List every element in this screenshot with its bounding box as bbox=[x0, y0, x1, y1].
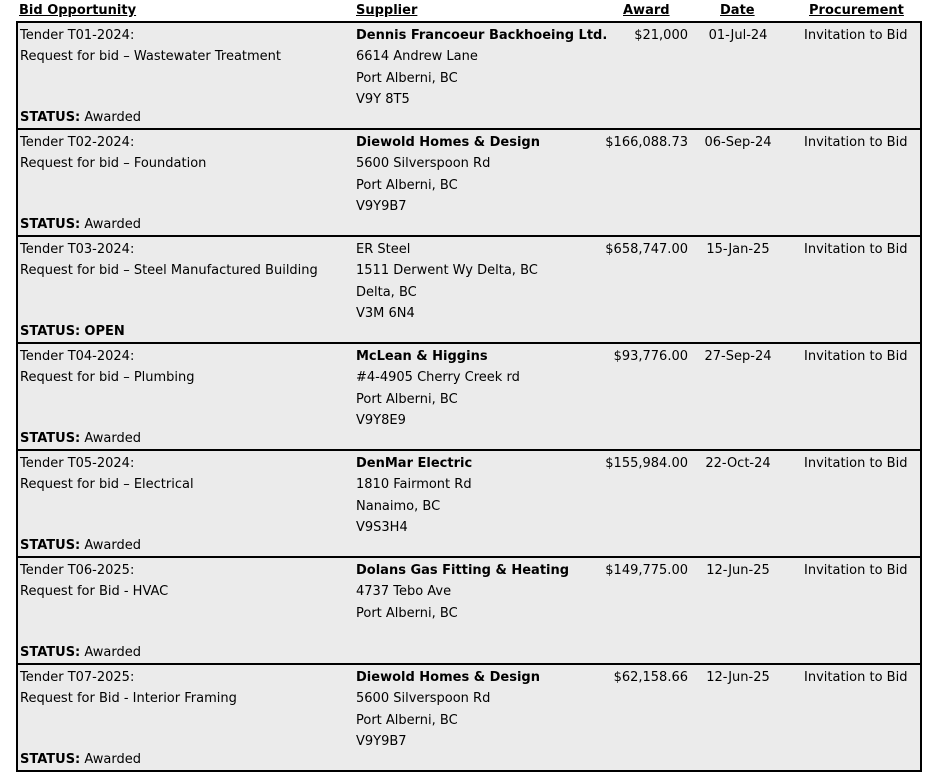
bid-cell bbox=[20, 453, 350, 496]
status-line bbox=[20, 751, 141, 769]
supplier-address-line: V9Y9B7 bbox=[356, 734, 407, 750]
supplier-name: McLean & Higgins bbox=[356, 349, 488, 364]
supplier-address-line: 5600 Silverspoon Rd bbox=[356, 156, 491, 172]
procurement-type: Invitation to Bid bbox=[804, 28, 908, 43]
supplier-cell bbox=[356, 239, 606, 325]
supplier-name: Diewold Homes & Design bbox=[356, 135, 540, 150]
procurement-cell bbox=[804, 132, 914, 153]
tender-number: Tender T03-2024: bbox=[20, 242, 135, 257]
date-cell bbox=[698, 132, 778, 153]
status-label: STATUS: bbox=[20, 431, 81, 446]
tender-description: Request for bid – Steel Manufactured Building bbox=[20, 263, 318, 279]
status-value: Awarded bbox=[84, 217, 141, 232]
award-date: 27-Sep-24 bbox=[704, 349, 772, 364]
award-amount: $62,158.66 bbox=[613, 670, 688, 685]
status-line bbox=[20, 109, 141, 127]
supplier-name: ER Steel bbox=[356, 242, 411, 257]
award-cell bbox=[598, 25, 688, 46]
procurement-cell bbox=[804, 560, 914, 581]
date-cell bbox=[698, 667, 778, 688]
status-label: STATUS: bbox=[20, 324, 81, 339]
date-cell bbox=[698, 239, 778, 260]
supplier-address-line: 4737 Tebo Ave bbox=[356, 584, 452, 600]
supplier-address-line: Delta, BC bbox=[356, 284, 417, 300]
tender-number: Tender T05-2024: bbox=[20, 456, 135, 471]
status-label: STATUS: bbox=[20, 538, 81, 553]
status-line bbox=[20, 644, 141, 662]
status-value: OPEN bbox=[84, 324, 125, 339]
award-amount: $93,776.00 bbox=[613, 349, 688, 364]
header-supplier: Supplier bbox=[356, 3, 418, 18]
date-cell bbox=[698, 346, 778, 367]
supplier-cell bbox=[356, 560, 606, 624]
tender-description: Request for bid – Wastewater Treatment bbox=[20, 49, 282, 65]
award-date: 06-Sep-24 bbox=[704, 135, 772, 150]
supplier-cell bbox=[356, 453, 606, 539]
supplier-name: Dennis Francoeur Backhoeing Ltd. bbox=[356, 28, 608, 43]
bid-table bbox=[16, 0, 922, 772]
tender-number: Tender T04-2024: bbox=[20, 349, 135, 364]
supplier-name: DenMar Electric bbox=[356, 456, 473, 471]
status-line bbox=[20, 430, 141, 448]
supplier-address-line: V3M 6N4 bbox=[356, 306, 415, 322]
tender-description: Request for bid – Plumbing bbox=[20, 370, 195, 386]
table-header bbox=[16, 0, 922, 21]
procurement-type: Invitation to Bid bbox=[804, 349, 908, 364]
supplier-address-line: 6614 Andrew Lane bbox=[356, 49, 478, 65]
status-value: Awarded bbox=[84, 752, 141, 767]
status-label: STATUS: bbox=[20, 752, 81, 767]
bid-cell bbox=[20, 132, 350, 175]
header-date: Date bbox=[720, 3, 755, 18]
supplier-cell bbox=[356, 132, 606, 218]
header-bid-opportunity: Bid Opportunity bbox=[19, 3, 137, 18]
supplier-cell bbox=[356, 346, 606, 432]
supplier-address-line: Port Alberni, BC bbox=[356, 391, 458, 407]
table-row bbox=[16, 342, 922, 449]
award-cell bbox=[598, 667, 688, 688]
award-cell bbox=[598, 346, 688, 367]
procurement-type: Invitation to Bid bbox=[804, 563, 908, 578]
bid-cell bbox=[20, 346, 350, 389]
procurement-type: Invitation to Bid bbox=[804, 242, 908, 257]
supplier-address-line: Nanaimo, BC bbox=[356, 498, 441, 514]
status-line bbox=[20, 323, 125, 341]
tender-description: Request for Bid - Interior Framing bbox=[20, 691, 237, 707]
award-date: 22-Oct-24 bbox=[705, 456, 771, 471]
date-cell bbox=[698, 560, 778, 581]
status-line bbox=[20, 216, 141, 234]
bid-cell bbox=[20, 25, 350, 68]
award-amount: $658,747.00 bbox=[605, 242, 688, 257]
procurement-cell bbox=[804, 346, 914, 367]
header-procurement: Procurement bbox=[809, 3, 904, 18]
award-amount: $21,000 bbox=[634, 28, 688, 43]
tender-number: Tender T06-2025: bbox=[20, 563, 135, 578]
table-row bbox=[16, 235, 922, 342]
status-value: Awarded bbox=[84, 431, 141, 446]
award-cell bbox=[598, 453, 688, 474]
award-cell bbox=[598, 239, 688, 260]
table-row bbox=[16, 449, 922, 556]
supplier-name: Dolans Gas Fitting & Heating bbox=[356, 563, 570, 578]
supplier-name: Diewold Homes & Design bbox=[356, 670, 540, 685]
tender-number: Tender T07-2025: bbox=[20, 670, 135, 685]
tender-number: Tender T01-2024: bbox=[20, 28, 135, 43]
supplier-address-line: V9Y 8T5 bbox=[356, 92, 410, 108]
supplier-address-line: Port Alberni, BC bbox=[356, 70, 458, 86]
supplier-address-line: V9Y8E9 bbox=[356, 413, 406, 429]
procurement-type: Invitation to Bid bbox=[804, 135, 908, 150]
supplier-cell bbox=[356, 667, 606, 753]
status-value: Awarded bbox=[84, 110, 141, 125]
procurement-cell bbox=[804, 667, 914, 688]
bid-cell bbox=[20, 667, 350, 710]
supplier-address-line: Port Alberni, BC bbox=[356, 605, 458, 621]
tender-description: Request for bid – Foundation bbox=[20, 156, 207, 172]
award-amount: $166,088.73 bbox=[605, 135, 688, 150]
status-label: STATUS: bbox=[20, 645, 81, 660]
procurement-cell bbox=[804, 239, 914, 260]
award-date: 15-Jan-25 bbox=[706, 242, 770, 257]
date-cell bbox=[698, 453, 778, 474]
table-row bbox=[16, 21, 922, 128]
supplier-address-line: Port Alberni, BC bbox=[356, 177, 458, 193]
supplier-address-line: 1511 Derwent Wy Delta, BC bbox=[356, 263, 538, 279]
award-amount: $149,775.00 bbox=[605, 563, 688, 578]
status-label: STATUS: bbox=[20, 217, 81, 232]
supplier-address-line: Port Alberni, BC bbox=[356, 712, 458, 728]
bid-cell bbox=[20, 560, 350, 603]
award-date: 12-Jun-25 bbox=[706, 670, 770, 685]
award-date: 12-Jun-25 bbox=[706, 563, 770, 578]
status-value: Awarded bbox=[84, 645, 141, 660]
procurement-type: Invitation to Bid bbox=[804, 670, 908, 685]
award-cell bbox=[598, 132, 688, 153]
supplier-address-line: 1810 Fairmont Rd bbox=[356, 477, 472, 493]
procurement-cell bbox=[804, 453, 914, 474]
procurement-cell bbox=[804, 25, 914, 46]
supplier-address-line: V9Y9B7 bbox=[356, 199, 407, 215]
table-row bbox=[16, 556, 922, 663]
status-label: STATUS: bbox=[20, 110, 81, 125]
table-row bbox=[16, 128, 922, 235]
award-date: 01-Jul-24 bbox=[708, 28, 768, 43]
award-cell bbox=[598, 560, 688, 581]
tender-number: Tender T02-2024: bbox=[20, 135, 135, 150]
bid-cell bbox=[20, 239, 350, 282]
supplier-cell bbox=[356, 25, 606, 111]
supplier-address-line: #4-4905 Cherry Creek rd bbox=[356, 370, 520, 386]
procurement-type: Invitation to Bid bbox=[804, 456, 908, 471]
award-amount: $155,984.00 bbox=[605, 456, 688, 471]
status-line bbox=[20, 537, 141, 555]
supplier-address-line: 5600 Silverspoon Rd bbox=[356, 691, 491, 707]
date-cell bbox=[698, 25, 778, 46]
header-award: Award bbox=[623, 3, 670, 18]
status-value: Awarded bbox=[84, 538, 141, 553]
table-row bbox=[16, 663, 922, 772]
supplier-address-line: V9S3H4 bbox=[356, 520, 408, 536]
tender-description: Request for Bid - HVAC bbox=[20, 584, 169, 600]
table-body bbox=[16, 21, 922, 772]
tender-description: Request for bid – Electrical bbox=[20, 477, 194, 493]
